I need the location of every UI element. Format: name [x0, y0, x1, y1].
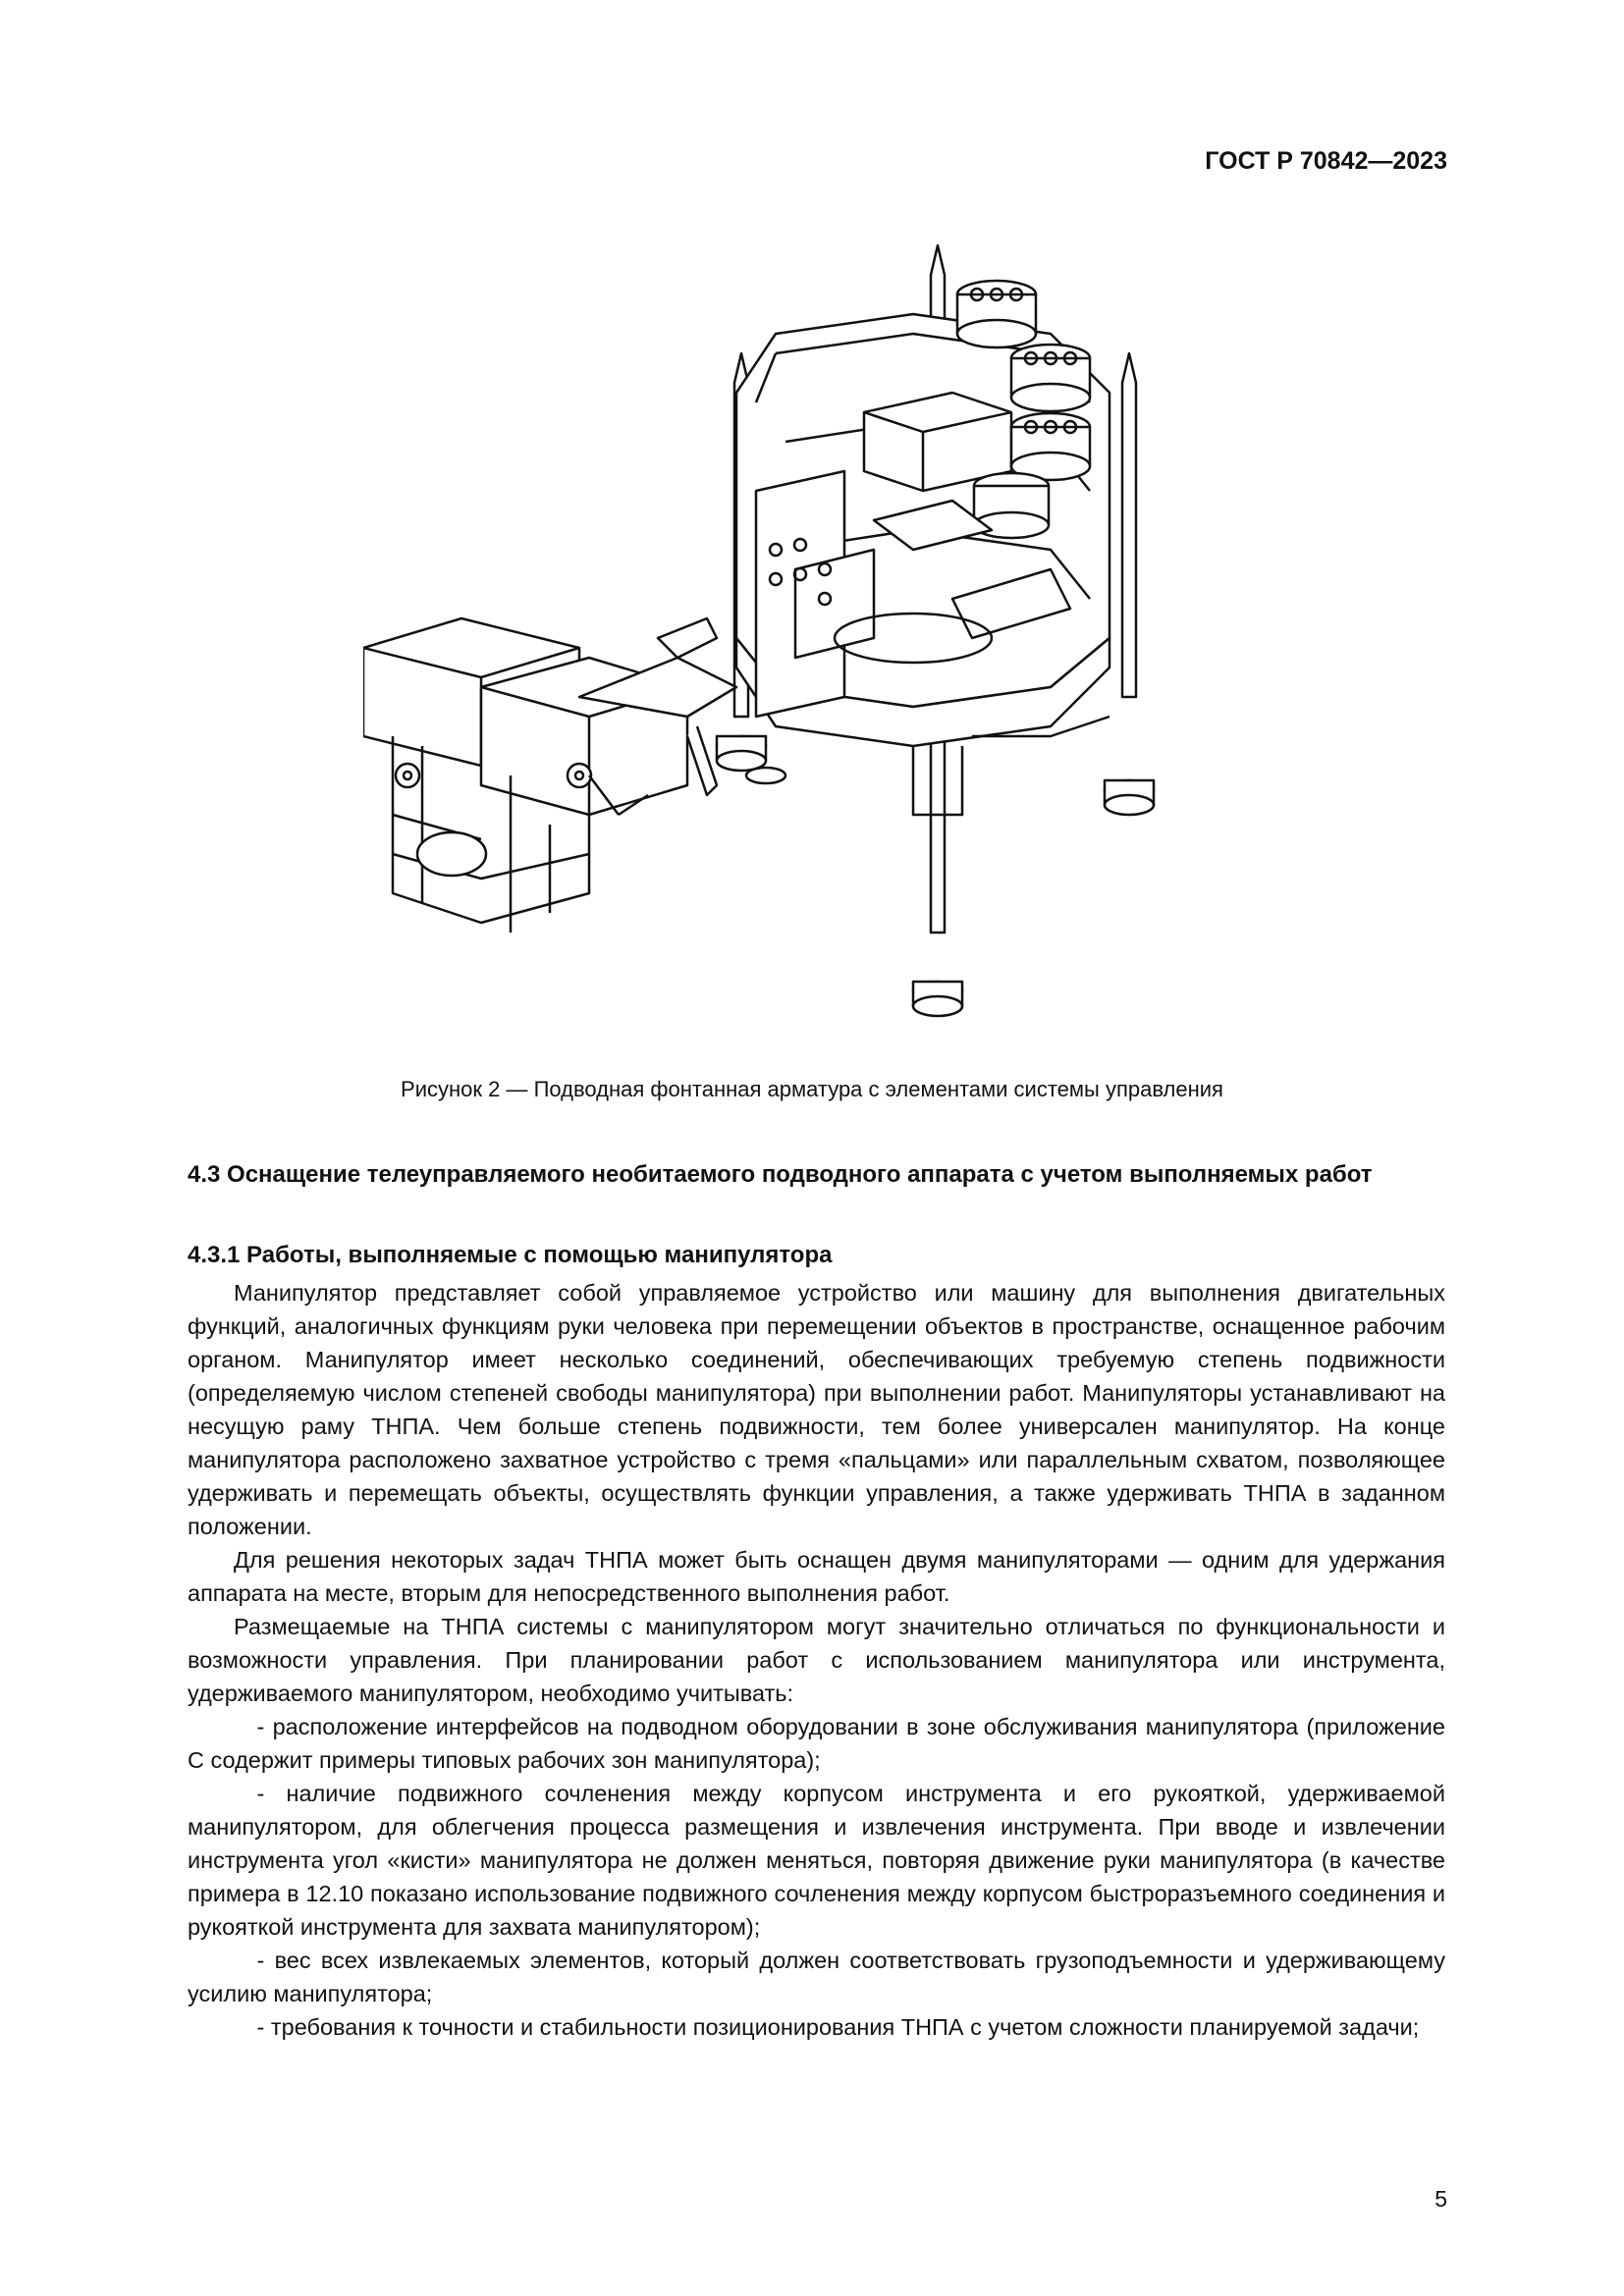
- figure-caption: Рисунок 2 — Подводная фонтанная арматура с элементами системы управления: [401, 1077, 1223, 1101]
- list-item: - наличие подвижного сочленения между корпусом инструмента и его рукояткой, удерживаемой манипулятором, для облегчения процесса размещения и извлечения инструмента. При вводе и извлечении инструмента угол «кисти» манипулятора не должен меняться, повторяя движение руки манипулятора (в качестве примера в 12.10 показано использование подвижного сочленения между корпусом быстроразъемного соединения и рукояткой инструмента для захвата манипулятором);: [188, 1781, 1445, 1940]
- subsea-tree-illustration: [363, 226, 1188, 1041]
- body-text: [188, 1276, 1445, 2044]
- section-heading: 4.3 Оснащение телеуправляемого необитаемого подводного аппарата с учетом выполняемых работ: [188, 1161, 1373, 1188]
- list-item: - требования к точности и стабильности позиционирования ТНПА с учетом сложности планируемой задачи;: [188, 2014, 1420, 2040]
- figure-subsea-tree-drawing: [363, 226, 1188, 1041]
- standard-code: ГОСТ Р 70842—2023: [1205, 147, 1447, 175]
- page-number: 5: [1435, 2186, 1447, 2212]
- subsection-heading: 4.3.1 Работы, выполняемые с помощью манипулятора: [188, 1242, 833, 1268]
- paragraph: Для решения некоторых задач ТНПА может быть оснащен двумя манипуляторами — одним для удержания аппарата на месте, вторым для непосредственного выполнения работ.: [188, 1547, 1445, 1606]
- paragraph: Манипулятор представляет собой управляемое устройство или машину для выполнения двигательных функций, аналогичных функциям руки человека при перемещении объектов в пространстве, оснащенное рабочим органом. Манипулятор имеет несколько соединений, обеспечивающих требуемую степень подвижности (определяемую числом степеней свободы манипулятора) при выполнении работ. Манипуляторы устанавливают на несущую раму ТНПА. Чем больше степень подвижности, тем более универсален манипулятор. На конце манипулятора расположено захватное устройство с тремя «пальцами» или параллельным схватом, позволяющее удерживать и перемещать объекты, осуществлять функции управления, а также удерживать ТНПА в заданном положении.: [188, 1280, 1445, 1539]
- list-item: - расположение интерфейсов на подводном оборудовании в зоне обслуживания манипулятора (приложение С содержит примеры типовых рабочих зон манипулятора);: [188, 1714, 1445, 1773]
- list-item: - вес всех извлекаемых элементов, который должен соответствовать грузоподъемности и удерживающему усилию манипулятора;: [188, 1948, 1445, 2006]
- paragraph: Размещаемые на ТНПА системы с манипулятором могут значительно отличаться по функциональности и возможности управления. При планировании работ с использованием манипулятора или инструмента, удерживаемого манипулятором, необходимо учитывать:: [188, 1614, 1445, 1706]
